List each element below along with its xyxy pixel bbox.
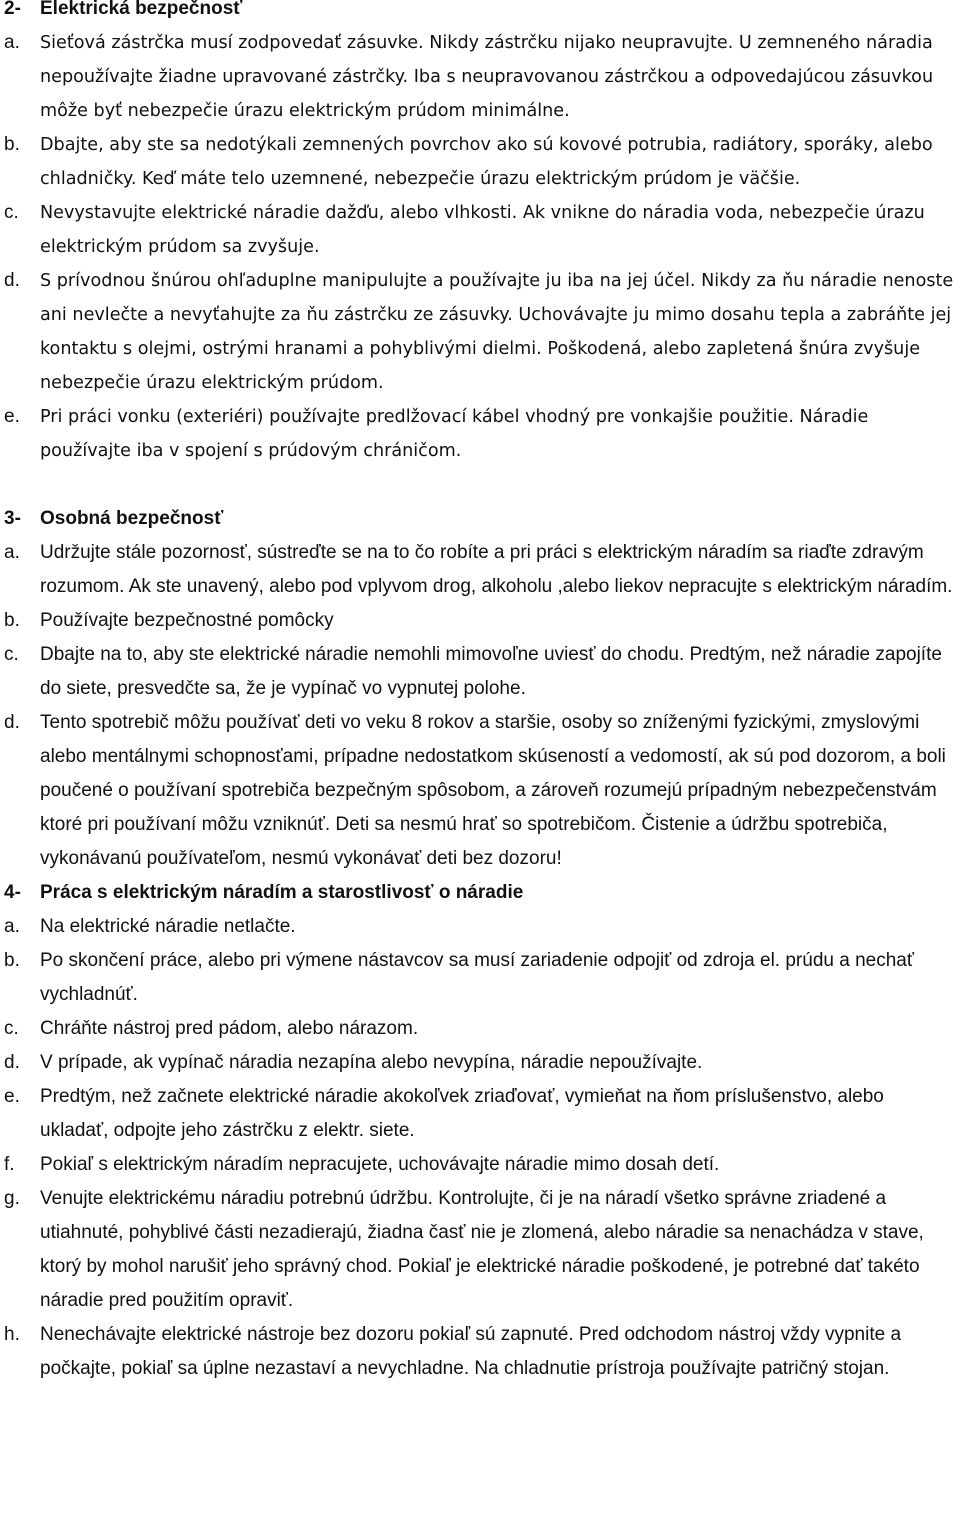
item-text: Dbajte na to, aby ste elektrické náradie nemohli mimovoľne uviesť do chodu. Predtým, než náradie zapojíte do siete, presvedčte sa, že je vypínač vo vypnutej polohe. [40,644,942,699]
item-letter: c. [4,1018,19,1039]
item-text: Predtým, než začnete elektrické náradie akokoľvek zriaďovať, vymieňat na ňom príslušenstvo, alebo ukladať, odpojte jeho zástrčku z elektr. siete. [40,1086,884,1141]
list-item [4,400,960,468]
item-text: Sieťová zástrčka musí zodpovedať zásuvke. Nikdy zástrčku nijako neupravujte. U zemneného náradia nepoužívajte žiadne upravované zástrčky. Iba s neupravovanou zástrčkou a odpovedajúcou zásuvkou môže byť nebezpečie úrazu elektrickým prúdom minimálne. [40,33,934,121]
item-text: Na elektrické náradie netlačte. [40,916,296,937]
list-item [4,26,960,128]
item-letter: d. [4,712,20,733]
section-spacer [4,468,960,502]
section-title: Elektrická bezpečnosť [40,0,243,19]
item-text: Po skončení práce, alebo pri výmene nástavcov sa musí zariadenie odpojiť od zdroja el. prúdu a nechať vychladnúť. [40,950,914,1005]
item-text: Nevystavujte elektrické náradie dažďu, alebo vlhkosti. Ak vnikne do náradia voda, nebezpečie úrazu elektrickým prúdom sa zvyšuje. [40,203,925,257]
item-letter: c. [4,644,19,665]
item-letter: a. [4,32,20,53]
section-personal-safety [4,502,960,876]
list-item [4,1148,960,1182]
list-item [4,706,960,876]
item-letter: a. [4,542,20,563]
item-text: V prípade, ak vypínač náradia nezapína alebo nevypína, náradie nepoužívajte. [40,1052,703,1073]
item-text: Tento spotrebič môžu používať deti vo veku 8 rokov a staršie, osoby so zníženými fyzickými, zmyslovými alebo mentálnymi schopnosťami, prípadne nedostatkom skúseností a vedomostí, ak sú pod dozorom, a boli poučené o používaní spotrebiča bezpečným spôsobom, a zároveň rozumejú prípadným nebezpečenstvám ktoré pri používaní môžu vzniknúť. Deti sa nesmú hrať so spotrebičom. Čistenie a údržbu spotrebiča, vykonávanú používateľom, nesmú vykonávať deti bez dozoru! [40,712,946,869]
item-letter: f. [4,1154,15,1175]
item-text: S prívodnou šnúrou ohľaduplne manipulujte a používajte ju iba na jej účel. Nikdy za ňu náradie nenoste ani nevlečte a nevyťahujte za ňu zástrčku ze zásuvky. Uchovávajte ju mimo dosahu tepla a zabráňte jej kontaktu s olejmi, ostrými hranami a pohyblivými dielmi. Poškodená, alebo zapletená šnúra zvyšuje nebezpečie úrazu elektrickým prúdom. [40,271,954,393]
list-item [4,944,960,1012]
list-item [4,128,960,196]
section-number: 4- [4,882,21,903]
list-item [4,1080,960,1148]
section-title: Práca s elektrickým náradím a starostlivosť o náradie [40,882,524,903]
item-letter: b. [4,950,20,971]
list-item [4,1012,960,1046]
section-heading [4,876,960,910]
list-item [4,638,960,706]
item-letter: d. [4,1052,20,1073]
item-text: Pokiaľ s elektrickým náradím nepracujete, uchovávajte náradie mimo dosah detí. [40,1154,720,1175]
section-tool-care [4,876,960,1386]
item-text: Pri práci vonku (exteriéri) používajte predlžovací kábel vhodný pre vonkajšie použitie. Náradie používajte iba v spojení s prúdovým chráničom. [40,407,869,461]
item-letter: c. [4,202,19,223]
item-text: Chráňte nástroj pred pádom, alebo nárazom. [40,1018,419,1039]
item-text: Nenechávajte elektrické nástroje bez dozoru pokiaľ sú zapnuté. Pred odchodom nástroj vždy vypnite a počkajte, pokiaľ sa úplne nezastaví a nevychladne. Na chladnutie prístroja používajte patričný stojan. [40,1324,902,1379]
item-letter: a. [4,916,20,937]
item-letter: e. [4,1086,20,1107]
item-letter: b. [4,134,20,155]
list-item [4,264,960,400]
item-text: Venujte elektrickému náradiu potrebnú údržbu. Kontrolujte, či je na náradí všetko správne zriadené a utiahnuté, pohyblivé části nezadierajú, žiadna časť nie je zlomená, alebo náradie sa nenachádza v stave, ktorý by mohol narušiť jeho správný chod. Pokiaľ je elektrické náradie poškodené, je potrebné dať takéto náradie pred použitím opraviť. [40,1188,924,1311]
item-letter: b. [4,610,20,631]
list-item [4,536,960,604]
item-text: Udržujte stále pozornosť, sústreďte se na to čo robíte a pri práci s elektrickým náradím sa riaďte zdravým rozumom. Ak ste unavený, alebo pod vplyvom drog, alkoholu ,alebo liekov nepracujte s elektrickým náradím. [40,542,953,597]
item-text: Používajte bezpečnostné pomôcky [40,610,334,631]
section-number: 3- [4,508,21,529]
list-item [4,1318,960,1386]
list-item [4,1046,960,1080]
list-item [4,604,960,638]
section-title: Osobná bezpečnosť [40,508,224,529]
item-letter: g. [4,1188,20,1209]
item-letter: h. [4,1324,20,1345]
list-item [4,1182,960,1318]
item-letter: d. [4,270,20,291]
section-electrical-safety [4,0,960,468]
section-heading [4,0,960,26]
section-heading [4,502,960,536]
item-letter: e. [4,406,20,427]
list-item [4,910,960,944]
item-text: Dbajte, aby ste sa nedotýkali zemnených povrchov ako sú kovové potrubia, radiátory, sporáky, alebo chladničky. Keď máte telo uzemnené, nebezpečie úrazu elektrickým prúdom je väčšie. [40,135,933,189]
list-item [4,196,960,264]
section-number: 2- [4,0,21,19]
